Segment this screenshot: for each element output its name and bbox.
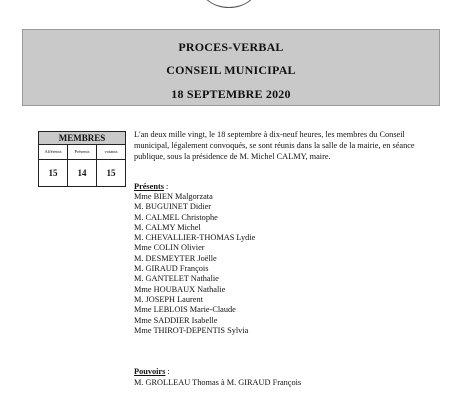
list-item: Mme BIEN Malgorzata <box>134 192 213 201</box>
municipal-seal-fragment <box>200 0 258 8</box>
presents-label: Présents <box>134 182 164 191</box>
pouvoirs-colon: : <box>165 367 170 376</box>
list-item: M. DESMEYTER Joëlle <box>134 253 217 263</box>
list-item: Mme THIROT-DEPENTIS Sylvia <box>134 325 249 335</box>
membres-title: MEMBRES <box>39 132 125 145</box>
presents-colon: : <box>163 182 169 191</box>
column-header-afferents: Afférents <box>39 145 68 159</box>
column-header-votants: votants <box>104 149 118 154</box>
intro-paragraph: L'an deux mille vingt, le 18 septembre à dix-neuf heures, les membres du Conseil municipal, légalement convoqués, se sont réunis dans la salle de la mairie, en séance publique, sous la présidence de M. Michel CALMY, maire. <box>134 130 415 161</box>
header-date: 18 SEPTEMBRE 2020 <box>171 87 291 101</box>
list-item: M. CALMEL Christophe <box>134 212 218 222</box>
presents-heading <box>134 181 168 192</box>
list-item: M. BUGUINET Didier <box>134 202 212 212</box>
list-item: Mme LEBLOIS Marie-Claude <box>134 305 236 315</box>
value-votants: 15 <box>106 168 116 178</box>
header-subtitle: CONSEIL MUNICIPAL <box>166 63 296 77</box>
list-item: M. CALMY Michel <box>134 222 201 232</box>
list-item: M. JOSEPH Laurent <box>134 294 203 304</box>
seal-ring <box>200 0 258 8</box>
value-afferents: 15 <box>39 160 68 187</box>
document-header <box>22 29 440 106</box>
column-header-presents: Présents <box>68 145 97 159</box>
membres-table <box>38 131 126 187</box>
list-item: Mme COLIN Olivier <box>134 243 205 253</box>
seal-text <box>214 0 239 1</box>
list-item: M. CHEVALLIER-THOMAS Lydie <box>134 233 256 243</box>
list-item: M. GANTELET Nathalie <box>134 274 219 284</box>
pouvoirs-heading <box>134 366 170 377</box>
membres-column-headers <box>39 145 125 160</box>
pouvoirs-label: Pouvoirs <box>134 367 166 376</box>
presents-list <box>134 192 255 336</box>
membres-values <box>39 160 125 187</box>
header-title: PROCES-VERBAL <box>178 40 284 54</box>
list-item: Mme SADDIER Isabelle <box>134 315 218 325</box>
list-item: M. GIRAUD François <box>134 264 209 274</box>
value-presents: 14 <box>68 160 97 187</box>
list-item: Mme HOUBAUX Nathalie <box>134 284 226 294</box>
pouvoirs-entry: M. GROLLEAU Thomas à M. GIRAUD François <box>134 378 302 387</box>
